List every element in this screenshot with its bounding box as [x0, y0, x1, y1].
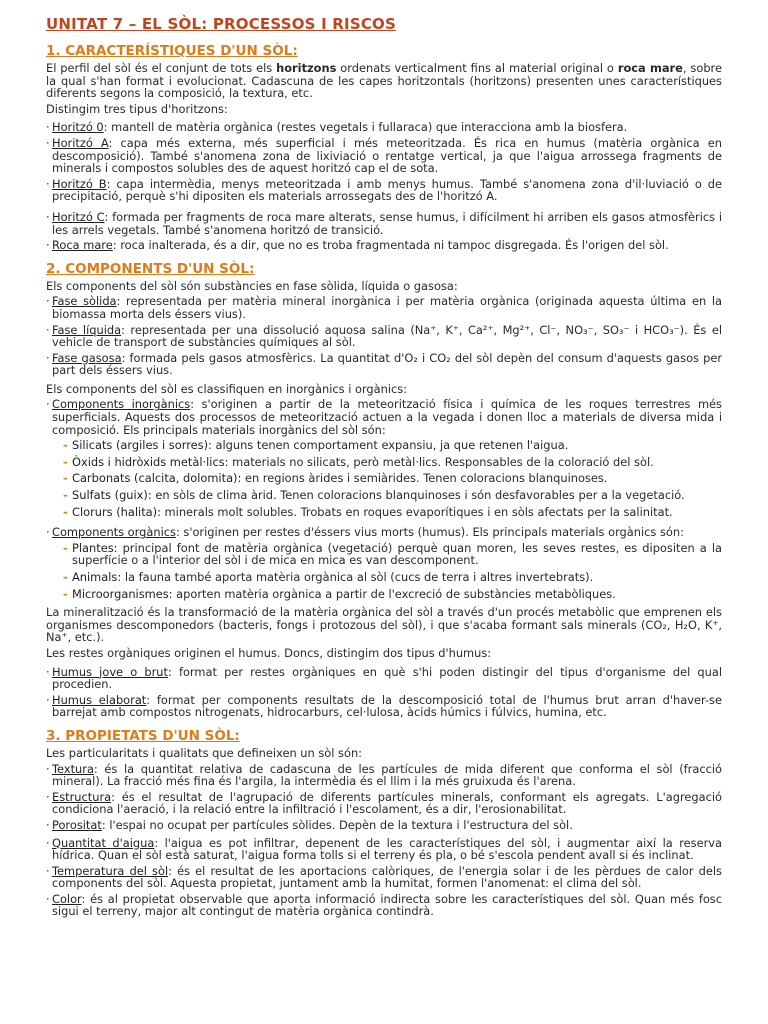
sub-list-term: Sulfats (guix):	[72, 488, 152, 503]
list-item-text: : s'originen a partir de la meteorització física i química de les roques terrestres més superficials. Aquests dos processos de meteorització actuen a la vegada i donen lloc a materials de diversa mida i composició. Els principals materials inorgànics del sòl són:	[52, 397, 722, 437]
list-item-term: Horitzó C	[52, 209, 105, 224]
sub-list-text: principal font de matèria orgànica (vegetació) perquè quan moren, les seves restes, es dipositen a la superfície o a l'interior del sòl i de mica en mica es van descomponent.	[72, 540, 722, 568]
sub-list-term: Silicats (argiles i sorres):	[72, 438, 212, 453]
list-item-term: Fase gasosa	[52, 350, 122, 365]
sub-list-text: alguns tenen comportament expansiu, ja que retenen l'aigua.	[211, 438, 569, 453]
list-item-text: : s'originen per restes d'éssers vius morts (humus). Els principals materials orgànics són:	[175, 525, 684, 540]
list-item	[46, 526, 722, 539]
section-2-intro: Els components del sòl són substàncies en fase sòlida, líquida o gasosa:	[46, 278, 458, 293]
list-item-text: : és el resultat de l'agrupació de diferents partícules minerals, conformant els agregats. L'agregació condiciona l'aeració, i la relació entre la infiltració i l'escolament, és a dir, l'erosionabilitat.	[52, 789, 722, 817]
list-item-text: : representada per matèria mineral inorgànica i per matèria orgànica (originada aquesta última en la biomassa morta dels éssers vius).	[52, 294, 722, 321]
document-page	[46, 14, 722, 921]
intro-text-a: El perfil del sòl és el conjunt de tots els	[46, 61, 277, 75]
intro-term-horitzons: horitzons	[276, 61, 337, 75]
list-item-term: Humus jove o brut	[52, 664, 168, 679]
list-item-text: : roca inalterada, és a dir, que no es troba fragmentada ni tampoc disgregada. És l'origen del sòl.	[112, 238, 669, 253]
list-item-term: Components inorgànics	[52, 397, 191, 412]
sub-list-term: Microorganismes:	[72, 586, 173, 601]
sub-list-text: aporten matèria orgànica a partir de l'excreció de substàncies metabòliques.	[172, 586, 616, 601]
list-item	[46, 295, 722, 320]
list-item-text: : formada pels gasos atmosfèrics. La quantitat d'O₂ i CO₂ del sòl depèn del consum d'aquests gasos per part dels éssers vius.	[52, 350, 723, 378]
list-item	[46, 239, 722, 252]
sub-list-item	[46, 439, 722, 452]
list-item-text: : és el resultat de les aportacions calòriques, de l'energia solar i de les pèrdues de calor dels components del sòl. Aquesta propietat, juntament amb la humitat, formen l'anomenat: el clima del sòl.	[52, 863, 722, 891]
list-item	[46, 324, 722, 349]
sub-list-term: Animals:	[72, 570, 122, 584]
section-1-heading: 1. CARACTERÍSTIQUES D'UN SÒL:	[46, 43, 298, 59]
section-1-intro	[46, 62, 722, 100]
list-item	[46, 837, 722, 862]
list-item	[46, 137, 722, 175]
sub-list-item	[46, 542, 722, 567]
sub-list-text: minerals molt solubles. Trobats en roques evaporítiques i en sòls afectats per la salinitat.	[160, 504, 673, 519]
list-item-text: : l'espai no ocupat per partícules sòlides. Depèn de la textura i l'estructura del sòl.	[101, 817, 573, 832]
list-item	[46, 211, 722, 236]
humus-intro: Les restes orgàniques originen el humus. Doncs, distingim dos tipus d'humus:	[46, 645, 492, 660]
list-item	[46, 865, 722, 890]
list-item	[46, 893, 722, 918]
section-2-heading: 2. COMPONENTS D'UN SÒL:	[46, 260, 255, 277]
list-item-term: Horitzó B	[52, 176, 107, 191]
list-item	[46, 763, 722, 788]
list-item-term: Humus elaborat	[52, 692, 147, 707]
section-3-heading: 3. PROPIETATS D'UN SÒL:	[46, 727, 240, 744]
list-item-text: : l'aigua es pot infiltrar, depenent de les característiques del sòl, i augmentar així la reserva hídrica. Quan el sòl està saturat, l'aigua forma tolls si el terreny és pla, o bé s'escola pendent avall si és inclinat.	[52, 835, 722, 863]
list-item-text: : format per restes orgàniques en què s'hi poden distingir del tipus d'organisme del qual procedien.	[52, 664, 722, 692]
sub-list-item	[46, 571, 722, 584]
sub-list-term: Clorurs (halita):	[72, 504, 161, 519]
sub-list-term: Òxids i hidròxids metàl·lics:	[72, 454, 229, 469]
list-item	[46, 819, 722, 832]
sub-list-term: Carbonats (calcita, dolomita):	[72, 471, 242, 486]
list-item-term: Estructura	[52, 789, 112, 804]
list-item	[46, 666, 722, 691]
list-item-text: : capa intermèdia, menys meteoritzada i amb menys humus. També s'anomena zona d'il·luviació o de precipitació, perquè s'hi dipositen els materials arrossegats des de l'horitzó A.	[52, 176, 723, 204]
list-item-text: : capa més externa, més superficial i més meteoritzada. És rica en humus (matèria orgànica en descomposició). També s'anomena zona de lixiviació o rentatge vertical, ja que l'aigua arrossega fragments de minerals i compostos solubles des de aquest horitzó cap el de sota.	[52, 135, 722, 176]
list-item-term: Fase líquida	[52, 322, 122, 337]
sub-list-item	[46, 506, 722, 519]
list-item-text: : mantell de matèria orgànica (restes vegetals i fullaraca) que interacciona amb la biosfera.	[103, 120, 628, 135]
list-item	[46, 178, 722, 203]
intro-text-c: ordenats verticalment fins al material original o	[336, 61, 618, 75]
sub-list-text: la fauna també aporta matèria orgànica al sòl (cucs de terra i altres invertebrats).	[121, 570, 594, 584]
list-item-term: Textura	[52, 761, 94, 776]
list-item-term: Quantitat d'aigua	[52, 835, 155, 850]
list-item	[46, 398, 722, 436]
list-item	[46, 121, 722, 134]
sub-list-term: Plantes:	[72, 540, 118, 555]
intro-term-roca-mare: roca mare	[617, 61, 683, 75]
sub-list-item	[46, 489, 722, 502]
list-item-text: : formada per fragments de roca mare alterats, sense humus, i difícilment hi arriben els gasos atmosfèrics i les arrels vegetals. També s'anomena horitzó de transició.	[52, 209, 722, 237]
sub-list-text: en sòls de clima àrid. Tenen coloracions blanquinoses i són desfavorables per a la vegetació.	[151, 488, 685, 503]
intro-text-e: , sobre la qual s'han format i evolucionat. Cadascuna de les capes horitzontals (horitzons) presenten unes característiques diferents segons la composició, la textura, etc.	[46, 61, 722, 101]
sub-list-text: materials no silicats, però metàl·lics. Responsables de la coloració del sòl.	[228, 454, 654, 469]
sub-list-item	[46, 456, 722, 469]
list-item-term: Porositat	[52, 817, 102, 832]
list-item-term: Fase sòlida	[52, 294, 117, 309]
sub-list-text: en regions àrides i semiàrides. Tenen coloracions blanquinoses.	[241, 471, 608, 486]
list-item-term: Horitzó A	[52, 135, 109, 150]
list-item	[46, 694, 722, 719]
list-item-term: Components orgànics	[52, 525, 176, 540]
list-item-term: Temperatura del sòl	[52, 863, 169, 878]
list-item-term: Horitzó 0	[52, 120, 104, 135]
list-item	[46, 791, 722, 816]
sub-list-item	[46, 472, 722, 485]
page-title: UNITAT 7 – EL SÒL: PROCESSOS I RISCOS	[46, 15, 396, 33]
list-item-term: Color	[52, 891, 82, 906]
list-item-text: : format per components resultats de la descomposició total de l'humus brut arran d'haver-se barrejat amb compostos nitrogenats, hidrocarburs, cel·lulosa, àcids húmics i fúlvics, humina, etc.	[52, 692, 722, 720]
section-1-intro2: Distingim tres tipus d'horitzons:	[46, 101, 228, 116]
classification-intro: Els components del sòl es classifiquen en inorgànics i orgànics:	[46, 381, 408, 396]
section-3-intro: Les particularitats i qualitats que defineixen un sòl són:	[46, 745, 363, 760]
list-item	[46, 352, 722, 377]
list-item-text: : és al propietat observable que aporta informació indirecta sobre les característiques del sòl. Quan més fosc sigui el terreny, major alt contingut de matèria orgànica contindrà.	[52, 891, 722, 919]
list-item-text: : representada per una dissolució aquosa salina (Na⁺, K⁺, Ca²⁺, Mg²⁺, Cl⁻, NO₃⁻, SO₃⁻ i HCO₃⁻). És el vehicle de transport de substàncies químiques al sòl.	[52, 322, 723, 350]
sub-list-item	[46, 588, 722, 601]
mineralization-paragraph: La mineralització és la transformació de la matèria orgànica del sòl a través d'un procés metabòlic que emprenen els organismes descomponedors (bacteris, fongs i protozous del sòl), i que s'acaba formant sals minerals (CO₂, H₂O, K⁺, Na⁺, etc.).	[46, 605, 722, 645]
list-item-term: Roca mare	[52, 238, 113, 253]
list-item-text: : és la quantitat relativa de cadascuna de les partícules de mida diferent que conforma el sòl (fracció mineral). La fracció més fina és l'argila, la intermèdia és el llim i la més gruixuda és l'arena.	[52, 761, 722, 789]
